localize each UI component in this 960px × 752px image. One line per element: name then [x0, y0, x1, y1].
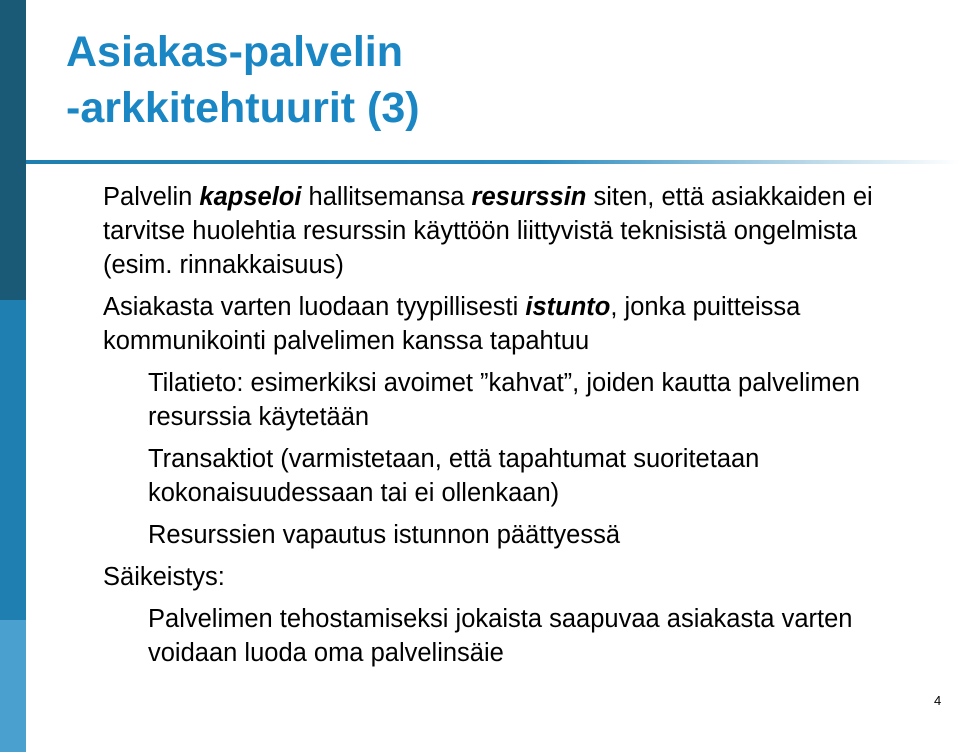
left-bar-segment-dark	[0, 0, 26, 300]
page-number: 4	[934, 693, 942, 708]
bullet-text: Tilatieto: esimerkiksi avoimet ”kahvat”, joiden kautta palvelimen resurssia käytetään	[148, 369, 860, 431]
emphasis-term: istunto	[525, 293, 611, 321]
slide-title-line-2: -arkkitehtuurit (3)	[66, 84, 420, 132]
sub-bullet-transactions	[148, 442, 923, 510]
bullet-text: Transaktiot (varmistetaan, että tapahtumat suoritetaan kokonaisuudessaan tai ei ollenkaan)	[148, 445, 760, 507]
title-underline	[26, 160, 960, 164]
bullet-threading	[103, 560, 923, 594]
sub-bullet-release	[148, 518, 923, 552]
left-accent-bar	[0, 0, 26, 752]
bullet-text: Säikeistys:	[103, 563, 225, 591]
bullet-text: Asiakasta varten luodaan tyypillisesti	[103, 293, 526, 321]
left-bar-segment-light	[0, 620, 26, 752]
slide-title	[66, 24, 420, 136]
emphasis-term: kapseloi	[199, 183, 302, 211]
bullet-text: Palvelin	[103, 183, 200, 211]
bullet-text: Resurssien vapautus istunnon päättyessä	[148, 521, 621, 549]
bullet-text: hallitsemansa	[301, 183, 472, 211]
bullet-text: Palvelimen tehostamiseksi jokaista saapuvaa asiakasta varten voidaan luoda oma palvelinsäie	[148, 605, 853, 667]
sub-bullet-state	[148, 366, 923, 434]
bullet-text: siten, että asiakkaiden ei tarvitse huolehtia resurssin käyttöön liittyvistä teknisistä ongelmista (esim. rinnakkaisuus)	[103, 183, 873, 279]
bullet-encapsulation	[103, 180, 923, 282]
left-bar-segment-medium	[0, 300, 26, 620]
bullet-text: , jonka puitteissa kommunikointi palvelimen kanssa tapahtuu	[103, 293, 801, 355]
slide-title-line-1: Asiakas-palvelin	[66, 28, 404, 76]
slide-body	[103, 180, 923, 670]
bullet-session	[103, 290, 923, 358]
sub-bullet-server-thread	[148, 602, 923, 670]
emphasis-term: resurssin	[471, 183, 587, 211]
